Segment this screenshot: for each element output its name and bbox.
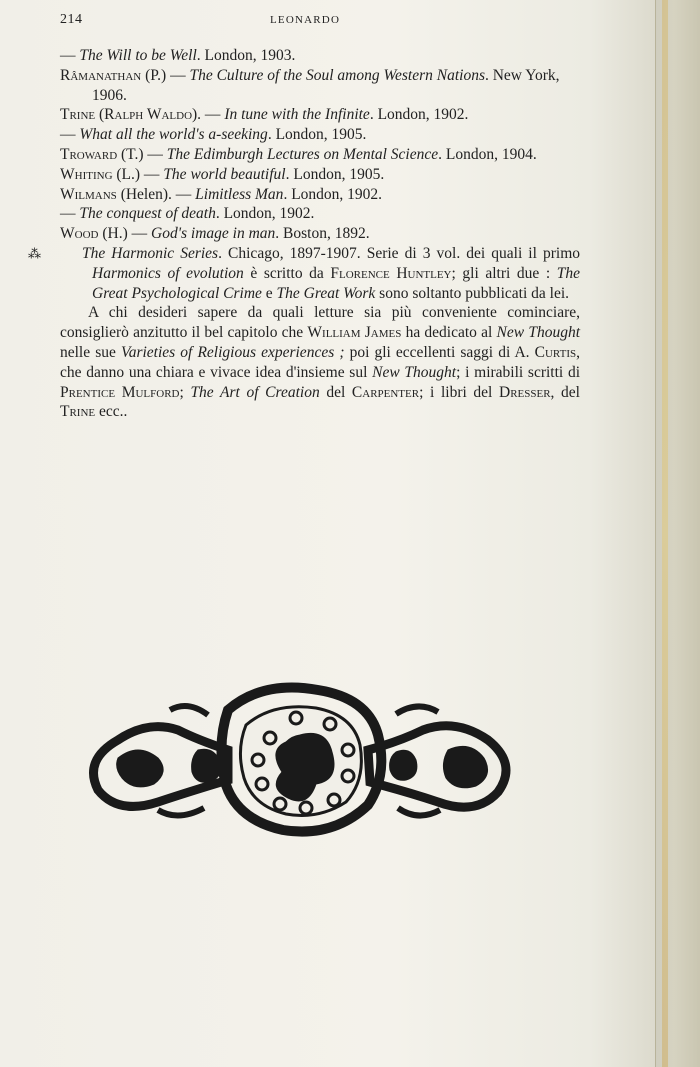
author-name: Wilmans	[60, 185, 117, 203]
page-text	[28, 46, 581, 422]
bibliography-entry: Whiting (L.) — The world beautiful. London, 1905.	[60, 165, 385, 183]
asterism-icon: ⁂	[28, 245, 39, 261]
bibliography-entry: Wood (H.) — God's image in man. Boston, 1892.	[60, 225, 370, 243]
series-note: ⁂ The Harmonic Series. Chicago, 1897-1907. Serie di 3 vol. dei quali il primo Harmonics of evolution è scritto da Florence Huntley; gli altri due : The Great Psychological Crime e The Great Work sono soltanto pubblicati da lei.	[28, 244, 580, 302]
author-name: Râmanathan	[60, 66, 142, 84]
bibliography-entry: — The Will to be Well. London, 1903.	[60, 47, 296, 64]
bibliography-entry: — The conquest of death. London, 1902.	[60, 205, 315, 223]
ornamental-tailpiece-icon	[78, 680, 518, 840]
page-edge-gilt	[662, 0, 668, 1067]
author-name: Trine	[60, 106, 96, 124]
bibliography-entry: Râmanathan (P.) — The Culture of the Soul among Western Nations. New York, 1906.	[60, 66, 560, 104]
bibliography-entry: Trine (Ralph Waldo). — In tune with the Infinite. London, 1902.	[60, 106, 469, 124]
page-header	[60, 12, 620, 34]
bibliography-entry: — What all the world's a-seeking. London, 1905.	[60, 126, 367, 144]
author-name: Wood	[60, 225, 99, 243]
author-name: Troward	[60, 145, 118, 163]
running-head: LEONARDO	[270, 14, 341, 26]
bibliography-entry: Wilmans (Helen). — Limitless Man. London, 1902.	[60, 185, 383, 203]
closing-paragraph: A chi desideri sapere da quali letture sia più conveniente cominciare, consiglierò anzitutto il bel capitolo che William James ha dedicato al New Thought nelle sue Varieties of Religious experiences ; poi gli eccellenti saggi di A. Curtis, che danno una chiara e vivace idea d'insieme sul New Thought; i mirabili scritti di Prentice Mulford; The Art of Creation del Carpenter; i libri del Dresser, del Trine ecc..	[60, 304, 581, 421]
author-name: Whiting	[60, 165, 113, 183]
bibliography-entry: Troward (T.) — The Edimburgh Lectures on Mental Science. London, 1904.	[60, 145, 537, 163]
page-number: 214	[60, 12, 83, 27]
